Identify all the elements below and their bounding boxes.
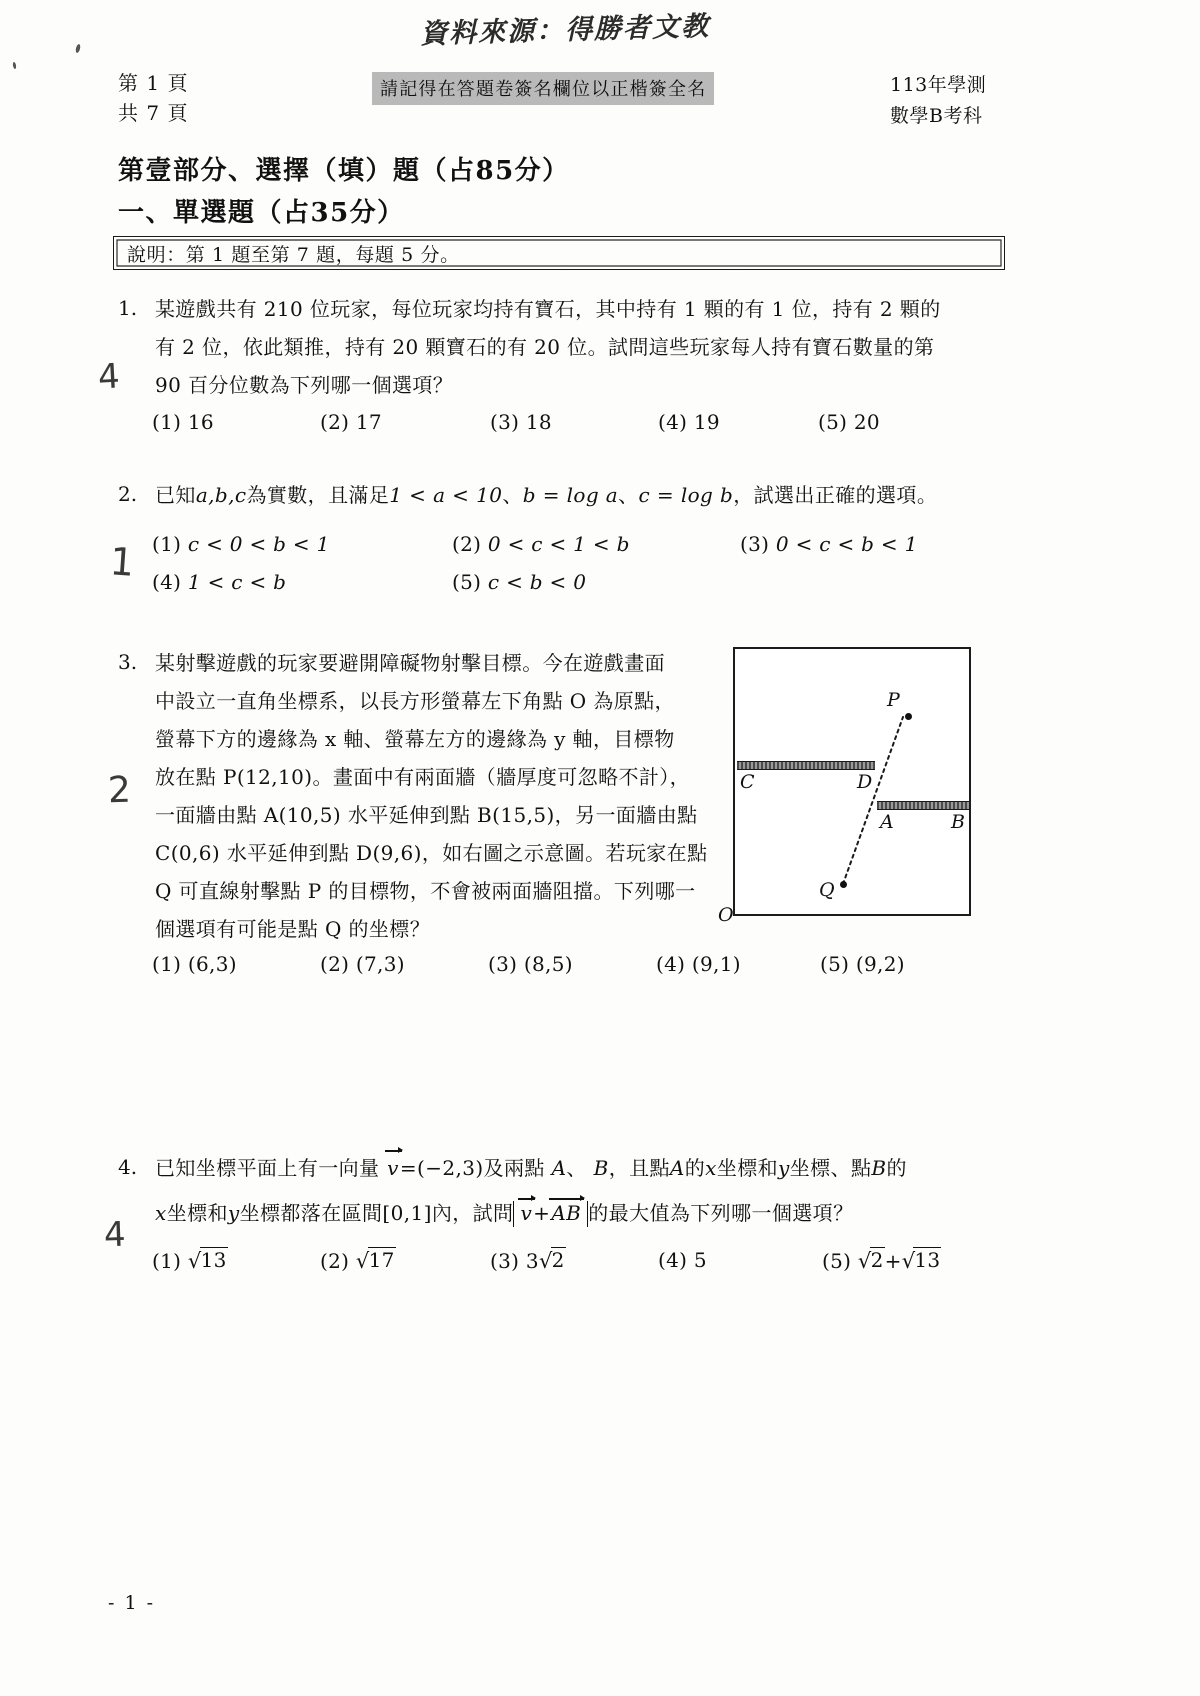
vector-ab-symbol: AB (551, 1201, 582, 1225)
option-text: (7,3) (355, 952, 405, 976)
option-tag: (5) (822, 1249, 852, 1273)
question-4-number: 4. (118, 1155, 138, 1179)
vector-v-overline (519, 1203, 533, 1223)
option-tag: (5) (820, 952, 850, 976)
option-tag: (2) (452, 532, 482, 556)
stem-variables: a,b,c (195, 483, 247, 507)
option-text: 20 (853, 410, 880, 434)
option-tag: (3) (490, 1249, 520, 1273)
figure-label-O: O (718, 904, 734, 926)
question-1-line-1: 某遊戲共有 210 位玩家，每位玩家均持有寶石，其中持有 1 顆的有 1 位，持有 2 顆的 (155, 297, 941, 321)
question-1-line-2: 有 2 位，依此類推，持有 20 顆寶石的有 20 位。試問這些玩家每人持有寶石數量的第 (155, 335, 935, 359)
figure-label-C: C (740, 771, 755, 793)
question-2-handwritten-answer: 1 (108, 539, 136, 585)
stem-sep: 、 (502, 483, 523, 507)
figure-label-Q: Q (819, 879, 835, 901)
signature-notice: 請記得在答題卷簽名欄位以正楷簽全名 (372, 72, 714, 105)
sqrt-17: √17 (355, 1248, 395, 1273)
stem-part: 內，試問 (431, 1201, 514, 1225)
stem-part: 坐標和 (716, 1156, 779, 1180)
exam-identifier (890, 70, 986, 132)
single-choice-title: 一、單選題（占35分） (118, 198, 405, 228)
sqrt-2: √2 (857, 1248, 884, 1273)
axis-x: x (155, 1201, 167, 1225)
figure-label-B: B (951, 811, 965, 833)
page-number-block (118, 68, 188, 128)
option-text: 19 (693, 410, 720, 434)
option-text: c < b < 0 (487, 570, 587, 594)
question-4-handwritten-answer: 4 (103, 1214, 127, 1256)
option-text: (9,2) (855, 952, 905, 976)
question-1-option-4[interactable] (658, 410, 720, 434)
stem-part: 已知 (155, 483, 196, 507)
instruction-box (113, 236, 1005, 270)
question-1-handwritten-answer: 4 (96, 356, 121, 398)
figure-label-P: P (887, 689, 900, 711)
option-tag: (3) (740, 532, 770, 556)
scan-speck (12, 62, 16, 69)
option-text: 17 (355, 410, 382, 434)
option-text: (9,1) (691, 952, 741, 976)
stem-sep: 、 (618, 483, 639, 507)
radicand: 2 (870, 1248, 884, 1272)
handwritten-source-note: 資料來源：得勝者文教 (419, 10, 711, 51)
radicand: 13 (914, 1248, 941, 1272)
radicand: 13 (200, 1248, 227, 1272)
question-2-option-2[interactable] (452, 532, 630, 556)
option-text: c < 0 < b < 1 (187, 532, 330, 556)
exam-year: 113年學測 (890, 74, 987, 96)
question-3-handwritten-answer: 2 (107, 769, 132, 812)
question-3-line-8: 個選項有可能是點 Q 的坐標？ (155, 917, 431, 941)
stem-part: ，試選出正確的選項。 (733, 483, 938, 507)
axis-y: y (778, 1156, 790, 1180)
axis-x: x (705, 1156, 717, 1180)
point-b: B (871, 1156, 887, 1180)
stem-condition-1: 1 < a < 10 (389, 483, 503, 507)
question-2-option-5[interactable] (452, 570, 586, 594)
stem-part: 坐標和 (166, 1201, 228, 1225)
point-a: A (551, 1156, 567, 1180)
vector-v-symbol: v (520, 1201, 533, 1225)
page-current: 第 1 頁 (118, 71, 189, 95)
option-tag: (2) (320, 1249, 350, 1273)
question-2-stem (155, 482, 937, 508)
question-3-line-7: Q 可直線射擊點 P 的目標物，不會被兩面牆阻擋。下列哪一 (155, 879, 696, 903)
scan-speck (75, 44, 81, 54)
option-text: (8,5) (523, 952, 573, 976)
option-tag: (3) (490, 410, 520, 434)
stem-sep: 、 (566, 1156, 587, 1180)
question-3-line-4: 放在點 P(12,10)。畫面中有兩面牆（牆厚度可忽略不計）， (155, 765, 691, 789)
plus-operator: + (533, 1201, 551, 1225)
point-p-dot (905, 713, 912, 720)
shot-line-svg (735, 649, 969, 914)
interval-value: [0,1] (382, 1201, 432, 1225)
figure-label-A: A (880, 811, 894, 833)
axis-y: y (227, 1201, 240, 1225)
stem-condition-2: b = log a (522, 483, 619, 507)
sqrt-2: √2 (538, 1248, 565, 1273)
question-4-option-5[interactable] (822, 1248, 941, 1273)
question-1-number: 1. (118, 296, 138, 320)
stem-part: 坐標、點 (789, 1156, 872, 1180)
option-tag: (1) (152, 1249, 182, 1273)
question-1-option-3[interactable] (490, 410, 552, 434)
stem-part: ，且點 (608, 1156, 670, 1180)
option-text: 5 (693, 1248, 707, 1272)
figure-label-D: D (857, 771, 873, 793)
question-3-line-6: C(0,6) 水平延伸到點 D(9,6)，如右圖之示意圖。若玩家在點 (155, 841, 708, 865)
vector-ab-overline (550, 1203, 582, 1223)
option-tag: (5) (818, 410, 848, 434)
question-2-option-3[interactable] (740, 532, 918, 556)
question-1-line-3: 90 百分位數為下列哪一個選項？ (155, 373, 454, 397)
question-4-line-1 (155, 1155, 907, 1181)
option-tag: (2) (320, 952, 350, 976)
question-3-option-1[interactable] (152, 952, 237, 976)
option-tag: (4) (656, 952, 686, 976)
question-3-option-4[interactable] (656, 952, 741, 976)
option-text: 0 < c < b < 1 (775, 532, 918, 556)
page-total: 共 7 頁 (118, 101, 189, 125)
point-a: A (669, 1156, 685, 1180)
stem-part: 已知坐標平面上有一向量 (155, 1156, 380, 1180)
vector-v-overline (386, 1155, 400, 1181)
option-text: 16 (187, 410, 214, 434)
question-3-option-3[interactable] (488, 952, 573, 976)
option-tag: (1) (152, 410, 182, 434)
question-3-option-5[interactable] (820, 952, 905, 976)
question-4-option-3[interactable] (490, 1248, 566, 1273)
stem-part: 為實數，且滿足 (246, 483, 390, 507)
question-1-option-1[interactable] (152, 410, 214, 434)
option-tag: (1) (152, 952, 182, 976)
point-b: B (593, 1156, 609, 1180)
coefficient: 3 (525, 1249, 539, 1273)
sqrt-13: √13 (901, 1248, 941, 1273)
option-tag: (4) (658, 1248, 688, 1272)
exam-subject: 數學B考科 (890, 105, 983, 127)
point-q-dot (840, 881, 847, 888)
stem-part: 坐標都落在區間 (239, 1201, 383, 1225)
magnitude-bars (513, 1201, 588, 1227)
sqrt-13: √13 (187, 1248, 227, 1273)
question-2-option-4[interactable] (152, 570, 286, 594)
question-2-number: 2. (118, 482, 138, 506)
option-tag: (1) (152, 532, 182, 556)
stem-part: 的 (684, 1156, 706, 1180)
question-3-number: 3. (118, 650, 138, 674)
question-4-option-1[interactable] (152, 1248, 228, 1273)
question-2-option-1[interactable] (152, 532, 330, 556)
option-tag: (4) (658, 410, 688, 434)
option-tag: (3) (488, 952, 518, 976)
stem-part: 的 (886, 1156, 907, 1180)
vector-v-symbol: v (387, 1156, 399, 1180)
part-one-title: 第壹部分、選擇（填）題（占85分） (118, 156, 570, 186)
question-3-figure (733, 647, 971, 916)
stem-part: =(−2,3)及兩點 (399, 1156, 545, 1180)
option-text: 0 < c < 1 < b (487, 532, 630, 556)
question-4-option-4[interactable] (658, 1248, 707, 1272)
radicand: 2 (551, 1248, 565, 1272)
radicand: 17 (368, 1248, 395, 1272)
question-3-line-5: 一面牆由點 A(10,5) 水平延伸到點 B(15,5)，另一面牆由點 (155, 803, 698, 827)
question-1-option-2[interactable] (320, 410, 382, 434)
option-text: 1 < c < b (187, 570, 287, 594)
question-3-line-3: 螢幕下方的邊緣為 x 軸、螢幕左方的邊緣為 y 軸，目標物 (155, 727, 675, 751)
question-4-line-2 (155, 1200, 853, 1227)
question-1-option-5[interactable] (818, 410, 880, 434)
option-tag: (2) (320, 410, 350, 434)
question-3-line-2: 中設立一直角坐標系，以長方形螢幕左下角點 O 為原點， (155, 689, 675, 713)
option-tag: (4) (152, 570, 182, 594)
plus-operator: + (884, 1249, 902, 1273)
option-text: (6,3) (187, 952, 237, 976)
page-footer: - 1 - (108, 1592, 156, 1614)
stem-condition-3: c = log b (638, 483, 734, 507)
shot-path-line (843, 717, 903, 884)
question-3-line-1: 某射擊遊戲的玩家要避開障礙物射擊目標。今在遊戲畫面 (155, 651, 665, 675)
option-text: 18 (525, 410, 552, 434)
question-3-option-2[interactable] (320, 952, 405, 976)
question-4-option-2[interactable] (320, 1248, 396, 1273)
instruction-text: 說明：第 1 題至第 7 題，每題 5 分。 (127, 244, 460, 266)
option-tag: (5) (452, 570, 482, 594)
stem-part: 的最大值為下列哪一個選項？ (588, 1201, 854, 1225)
